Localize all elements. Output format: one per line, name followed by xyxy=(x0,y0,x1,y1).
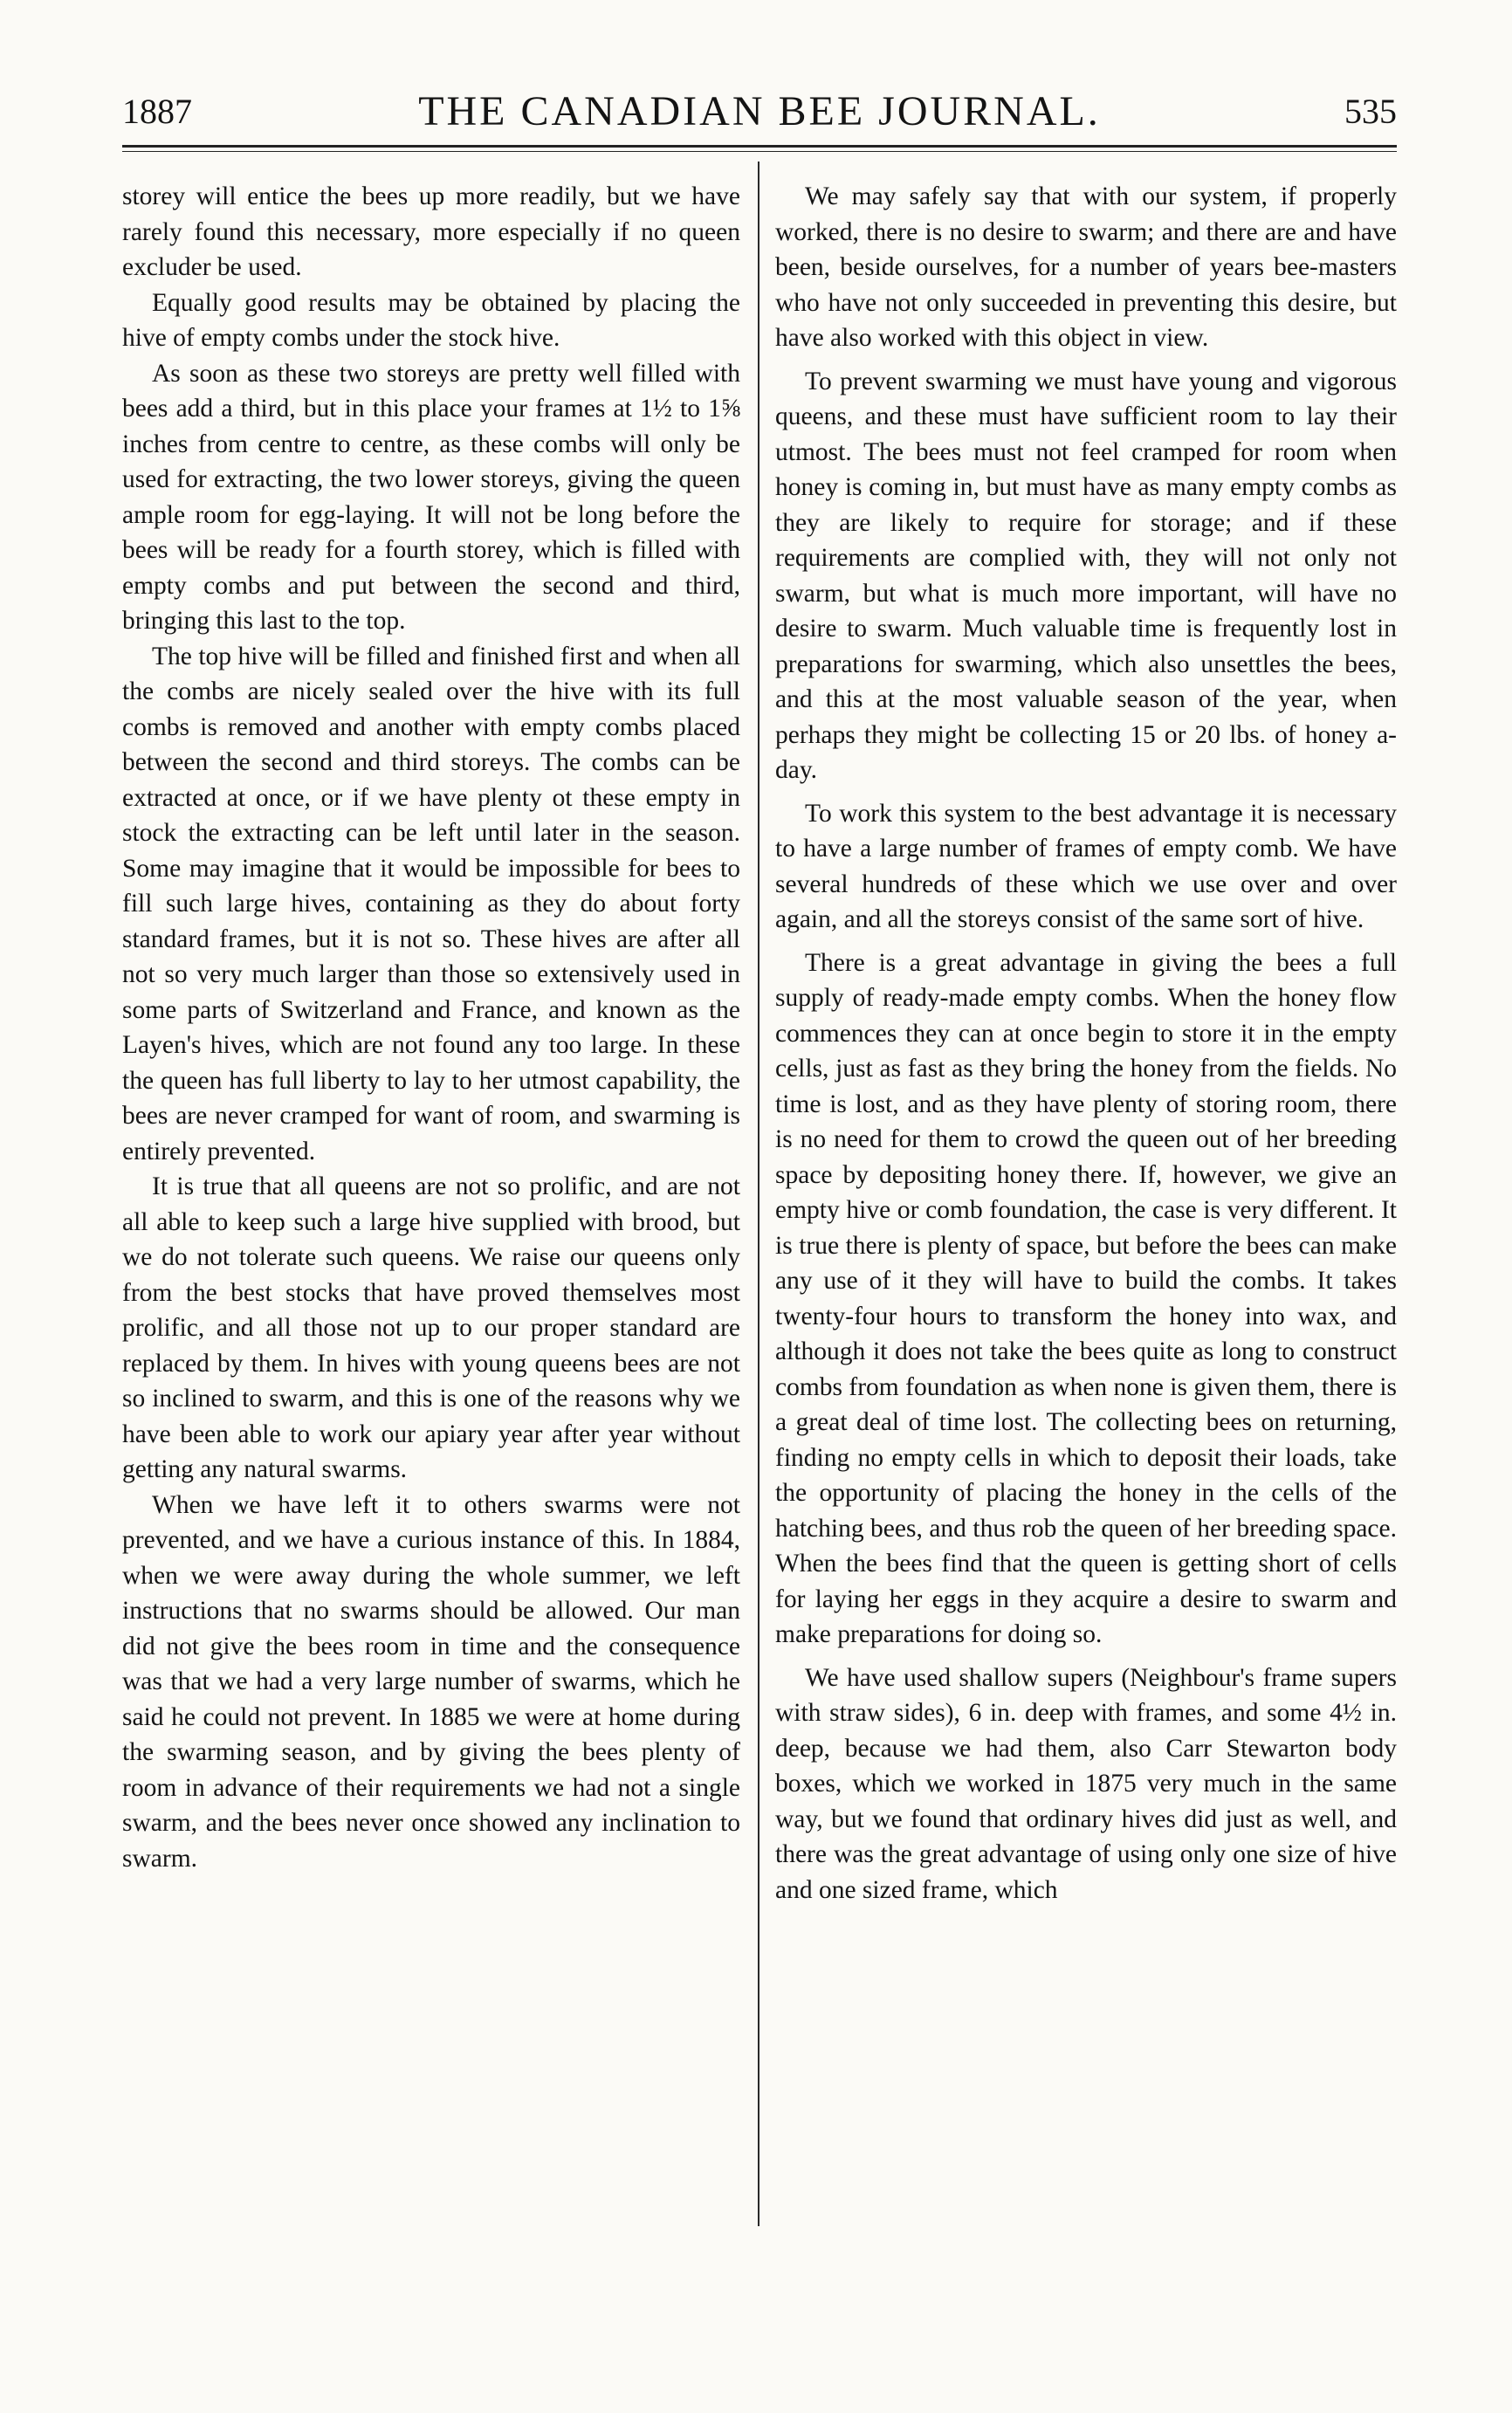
page-number: 535 xyxy=(1344,92,1397,131)
header-year: 1887 xyxy=(122,92,192,131)
journal-title: THE CANADIAN BEE JOURNAL. xyxy=(418,88,1101,134)
paragraph: As soon as these two storeys are pretty well filled with bees add a third, but in this place your frames at 1½ to 1⅝ inches from centre to centre, as these combs will only be used for extracting, the two lower storeys, giving the queen ample room for egg-laying. It will not be long before the bees will be ready for a fourth storey, which is filled with empty combs and put between the second and third, bringing this last to the top. xyxy=(122,359,740,635)
paragraph: There is a great advantage in giving the bees a full supply of ready-made empty combs. When the honey flow commences they can at once begin to store it in the empty cells, just as fast as they bring the honey from the fields. No time is lost, and as they have plenty of storing room, there is no need for them to crowd the queen out of her breeding space by depositing honey there. If, however, we give an empty hive or comb foundation, the case is very different. It is true there is plenty of space, but before the bees can make any use of it they will have to build the combs. It takes twenty-four hours to transform the honey into wax, and although it does not take the bees quite as long to construct combs from foundation as when none is given them, there is a great deal of time lost. The collecting bees on returning, finding no empty cells in which to deposit their loads, take the opportunity of placing the honey in the cells of the hatching bees, and thus rob the queen of her breeding space. When the bees find that the queen is getting short of cells for laying her eggs in they acquire a desire to swarm and make preparations for doing so. xyxy=(775,948,1397,1648)
paragraph: storey will entice the bees up more readily, but we have rarely found this necessary, more especially if no queen excluder be used. xyxy=(122,182,740,281)
paragraph: To work this system to the best advantage it is necessary to have a large number of frames of empty comb. We have several hundreds of these which we use over and over again, and all the storeys consist of the same sort of hive. xyxy=(775,799,1397,933)
column-divider xyxy=(758,162,759,2226)
header-rule xyxy=(122,145,1397,148)
paragraph: Equally good results may be obtained by placing the hive of empty combs under the stock hive. xyxy=(122,288,740,352)
paragraph: When we have left it to others swarms were not prevented, and we have a curious instance of this. In 1884, when we were away during the whole summer, we left instructions that no swarms should be allowed. Our man did not give the bees room in time and the consequence was that we had a very large number of swarms, which he said he could not prevent. In 1885 we were at home during the swarming season, and by giving the bees plenty of room in advance of their requirements we had not a single swarm, and the bees never once showed any inclination to swarm. xyxy=(122,1490,740,1873)
header-rule-thin xyxy=(122,151,1397,152)
paragraph: The top hive will be filled and finished first and when all the combs are nicely sealed over the hive with its full combs is removed and another with empty combs placed between the second and third storeys. The combs can be extracted at once, or if we have plenty ot these empty in stock the extracting can be left until later in the season. Some may imagine that it would be impossible for bees to fill such large hives, containing as they do about forty standard frames, but it is not so. These hives are after all not so very much larger than those so extensively used in some parts of Switzerland and France, and known as the Layen's hives, which are not found any too large. In these the queen has full liberty to lay to her utmost capability, the bees are never cramped for want of room, and swarming is entirely prevented. xyxy=(122,642,740,1165)
paragraph: We may safely say that with our system, if properly worked, there is no desire to swarm; and there are and have been, beside ourselves, for a number of years bee-masters who have not only succeeded in preventing this desire, but have also worked with this object in view. xyxy=(775,182,1397,352)
running-header xyxy=(122,84,1397,145)
paragraph: It is true that all queens are not so prolific, and are not all able to keep such a large hive supplied with brood, but we do not tolerate such queens. We raise our queens only from the best stocks that have proved themselves most prolific, and all those not up to our proper standard are replaced by them. In hives with young queens bees are not so inclined to swarm, and this is one of the reasons why we have been able to work our apiary year after year without getting any natural swarms. xyxy=(122,1172,740,1483)
paragraph: We have used shallow supers (Neighbour's frame supers with straw sides), 6 in. deep with frames, and some 4½ in. deep, because we had them, also Carr Stewarton body boxes, which we worked in 1875 very much in the same way, but we found that ordinary hives did just as well, and there was the great advantage of using only one size of hive and one sized frame, which xyxy=(775,1663,1397,1904)
left-column xyxy=(122,179,740,1876)
right-column xyxy=(775,179,1397,1915)
paragraph: To prevent swarming we must have young and vigorous queens, and these must have sufficient room to lay their utmost. The bees must not feel cramped for room when honey is coming in, but must have as many empty combs as they are likely to require for storage; and if these requirements are complied with, they will not only not swarm, but what is much more important, will have no desire to swarm. Much valuable time is frequently lost in preparations for swarming, which also unsettles the bees, and this at the most valuable season of the year, when perhaps they might be collecting 15 or 20 lbs. of honey a-day. xyxy=(775,367,1397,784)
